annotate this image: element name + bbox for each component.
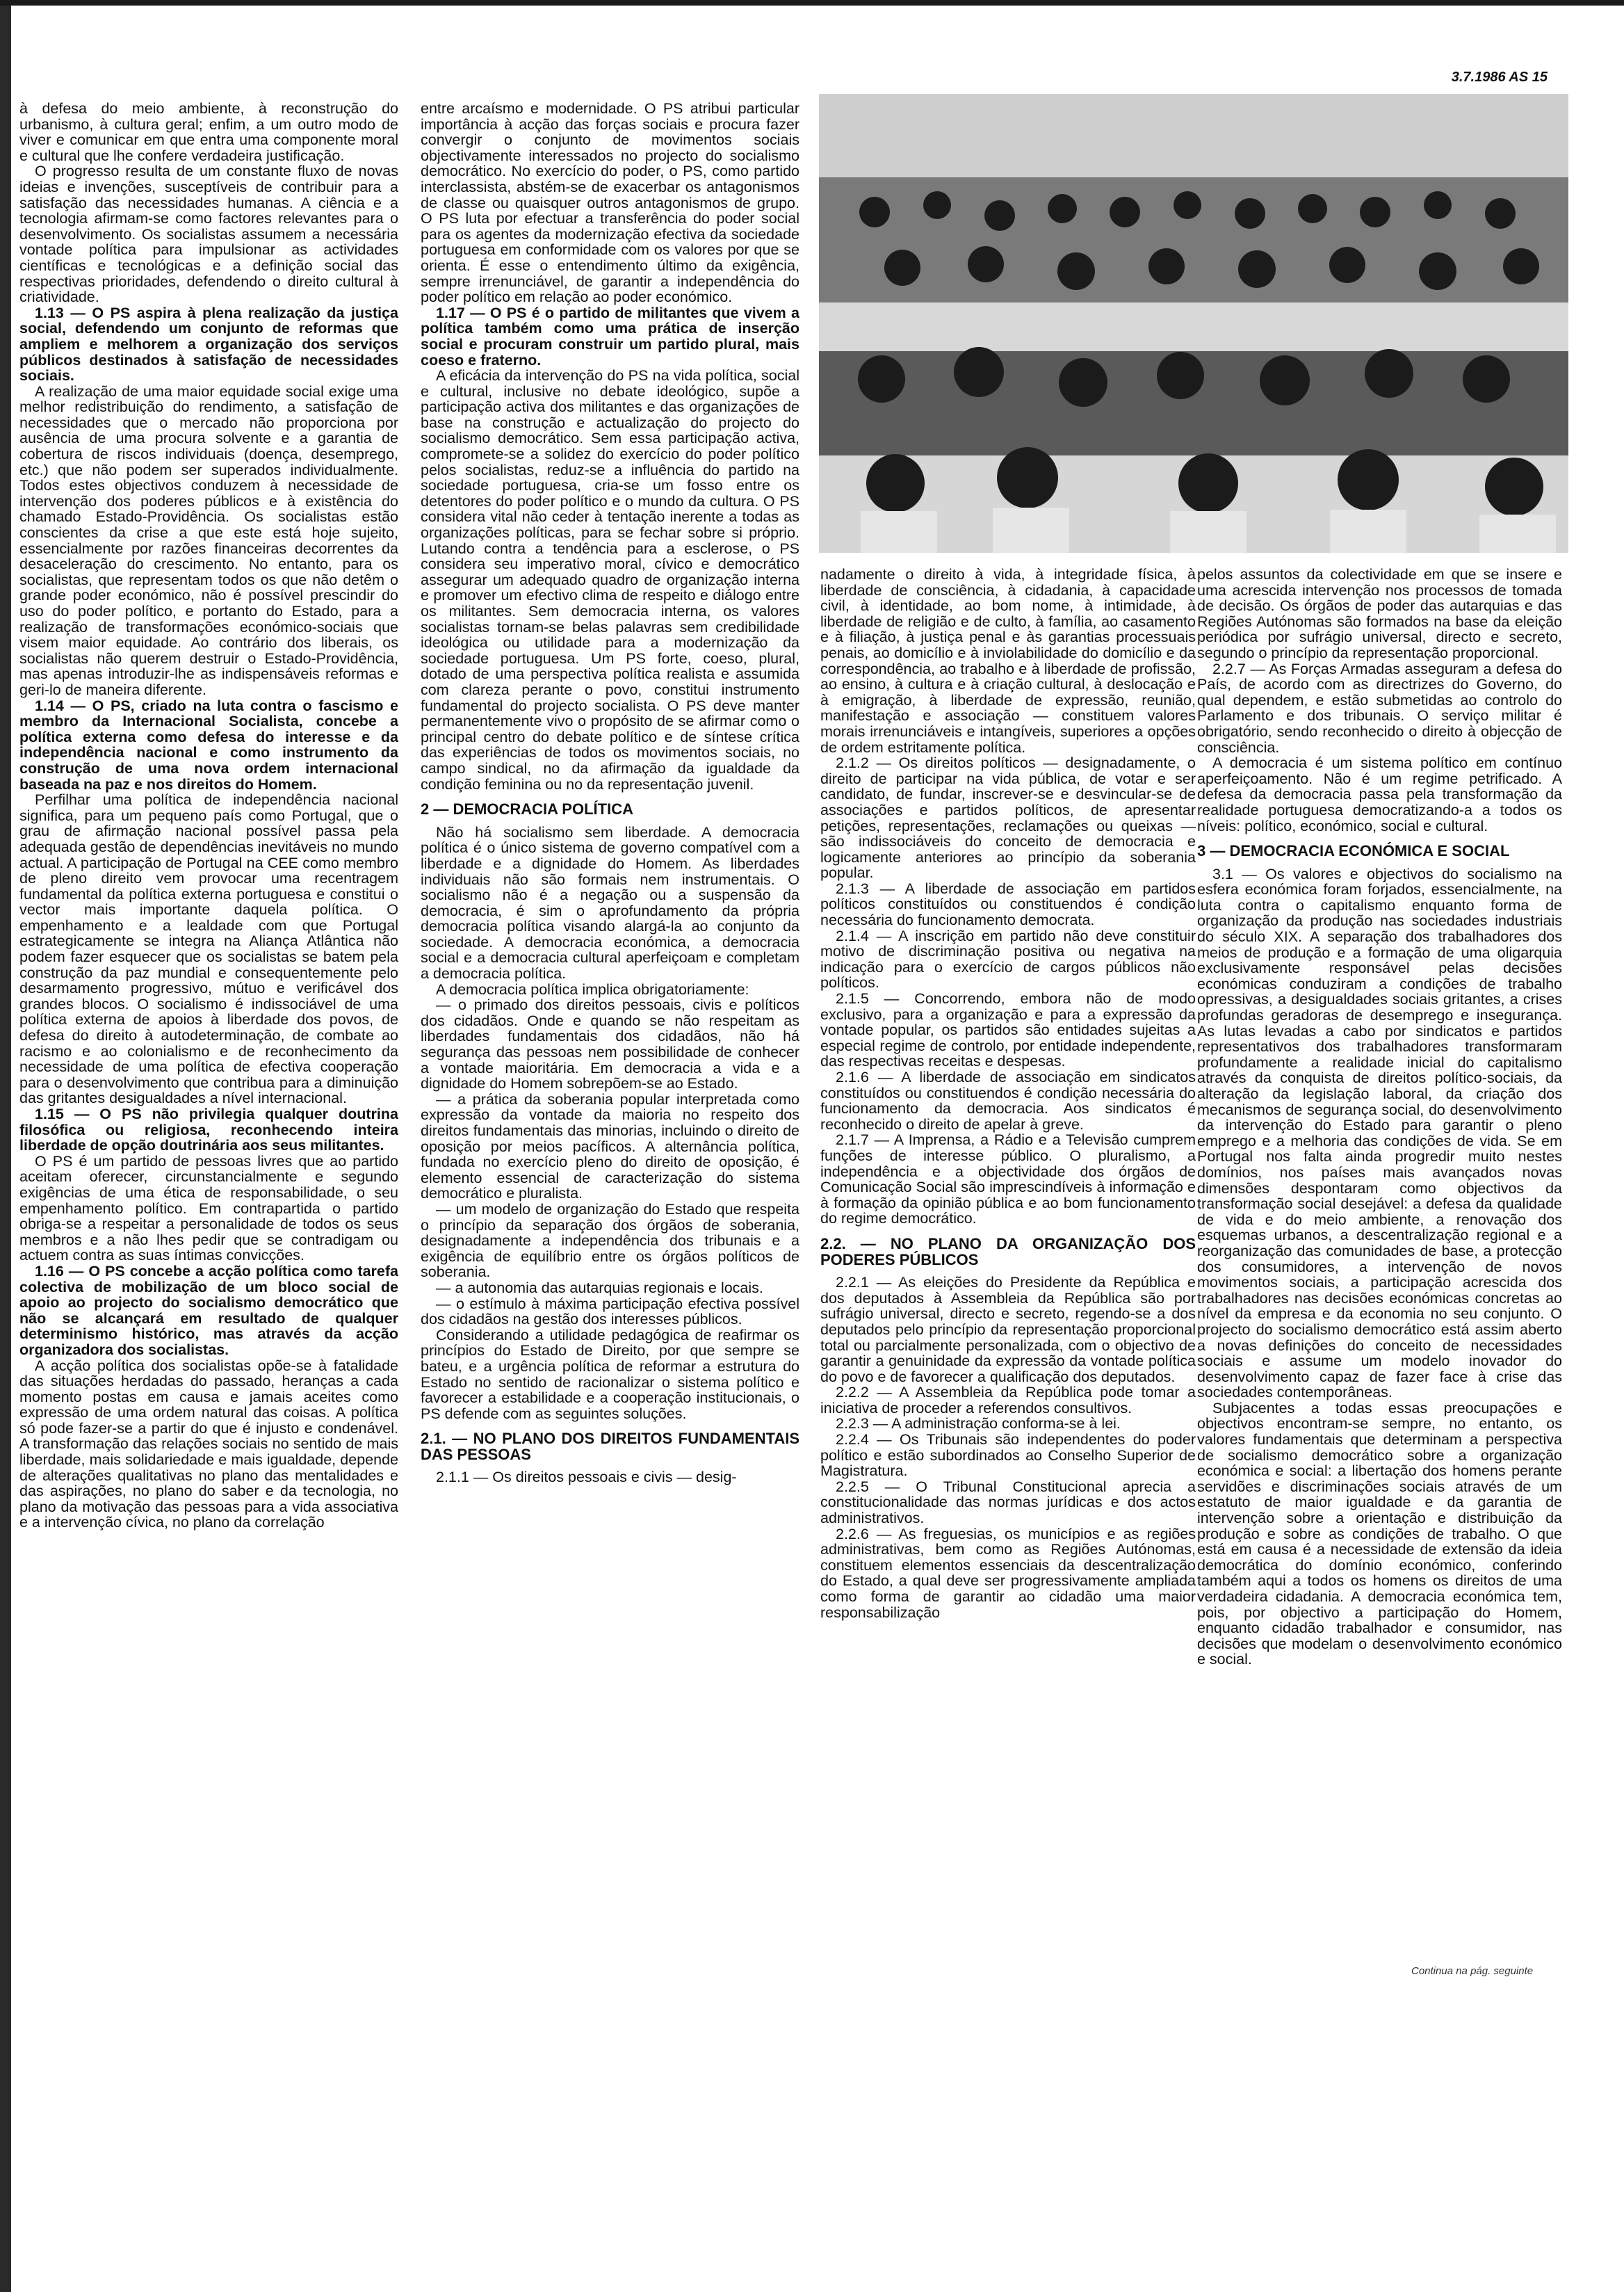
paragraph: 2.1.3 — A liberdade de associação em partidos políticos constituídos ou constituendos é condição necessária do funcionamento democrata. [820, 880, 1196, 929]
paragraph: 2.1.2 — Os direitos políticos — designadamente, o direito de participar na vida pública, de votar e ser candidato, de fundar, inscrever-se e desvincular-se de associações e partidos políticos, de apresentar petições, representações, reclamações ou queixas — são indissociáveis do conceito de democracia e logicamente anteriores ao princípio da soberania popular. [820, 754, 1196, 882]
paragraph: 2.2.1 — As eleições do Presidente da República e dos deputados à Assembleia da República são por sufrágio universal, directo e secreto, regendo-se a dos deputados pelo princípio da representação proporcional total ou parcialmente personalizada, com o objectivo de garantir a genuinidade da expressão da vontade política do povo e de favorecer a qualificação dos deputados. [820, 1274, 1196, 1385]
paragraph: entre arcaísmo e modernidade. O PS atribui particular importância à acção das forças sociais e procura fazer convergir o conjunto de movimentos sociais objectivamente interessados no projecto do socialismo democrático. No exercício do poder, o PS, como partido interclassista, abstém-se de exacerbar os antagonismos de classe ou quaisquer outros antagonismos de grupo. O PS luta por efectuar a transferência do poder social para os agentes da modernização efectiva da sociedade portuguesa em conformidade com os valores por que se orienta. É esse o entendimento último da exigência, sempre irrenunciável, de garantir a independência do poder político em relação ao poder económico. [421, 100, 799, 306]
paragraph: 1.13 — O PS aspira à plena realização da justiça social, defendendo um conjunto de reformas que ampliem e melhorem a organização dos serviços públicos destinados à satisfação de necessidades sociais. [19, 304, 398, 385]
paragraph: 2.1.4 — A inscrição em partido não deve constituir motivo de discriminação positiva ou negativa na indicação para o exercício de cargos públicos não políticos. [820, 927, 1196, 992]
top-rule [0, 0, 1624, 6]
column-2 [421, 101, 799, 1485]
paragraph: — um modelo de organização do Estado que respeita o princípio da separação dos órgãos de soberania, designadamente a independência dos tribunais e a exigência de equilíbrio entre os órgãos políticos de soberania. [421, 1200, 799, 1281]
paragraph: à defesa do meio ambiente, à reconstrução do urbanismo, à cultura geral; enfim, a um outro modo de viver e comunicar em que entra uma componente moral e cultural que lhe confere verdadeira justificação. [19, 100, 398, 164]
paragraph: — a prática da soberania popular interpretada como expressão da vontade da maioria no respeito dos direitos fundamentais das minorias, incluindo o direito de oposição por meios pacíficos. A alternância política, fundada no exercício pleno do direito de oposição, é elemento essencial de caracterização do sistema democrático e pluralista. [421, 1090, 799, 1202]
page-date-number: 3.7.1986 AS 15 [1451, 70, 1548, 85]
paragraph: 2.2.6 — As freguesias, os municípios e as regiões administrativas, bem como as Regiões Autónomas, constituem elementos essenciais da descentralização do Estado, a qual deve ser progressivamente ampliada como forma de garantir ao cidadão uma maior responsabilização [820, 1525, 1196, 1621]
paragraph: A realização de uma maior equidade social exige uma melhor redistribuição do rendimento, a satisfação de necessidades que o mercado não proporciona por ausência de uma procura solvente e a garantia de cobertura de riscos individuais (doença, desemprego, etc.) que não podem ser superados individualmente. Todos estes objectivos conduzem à necessidade de intervenção dos poderes públicos e à existência do chamado Estado-Providência. Os socialistas estão conscientes da crise a que este está hoje sujeito, essencialmente por razões financeiras decorrentes da desaceleração do crescimento. No entanto, para os socialistas, que representam todos os que não detêm o grande poder económico, não é possível prescindir do uso do poder político, e portanto do Estado, para a realização de transformações económico-sociais que visem maior equidade. Ao contrário dos liberais, os socialistas não querem destruir o Estado-Providência, mas apenas introduzir-lhe as indispensáveis reformas e geri-lo de maneira diferente. [19, 382, 398, 698]
paragraph: — a autonomia das autarquias regionais e locais. [436, 1279, 763, 1296]
paragraph: 2.1.6 — A liberdade de associação em sindicatos constituídos ou constituendos é condição necessária do funcionamento da democracia. Aos sindicatos é reconhecido o direito de apelar à greve. [820, 1069, 1196, 1133]
paragraph: — o estímulo à máxima participação efectiva possível dos cidadãos na gestão dos interesses públicos. [421, 1295, 799, 1328]
paragraph: 1.16 — O PS concebe a acção política como tarefa colectiva de mobilização de um bloco social de apoio ao projecto do socialismo democrático que não se alcançará em resultado de qualquer determinismo histórico, mas através da acção organizadora dos socialistas. [19, 1262, 398, 1358]
paragraph: Não há socialismo sem liberdade. A democracia política é o único sistema de governo compatível com a liberdade e a dignidade do Homem. As liberdades individuais não são formais nem instrumentais. O socialismo não é a negação ou a suspensão da democracia, é sim o aprofundamento da própria democracia política visando alargá-la ao conjunto da sociedade. A democracia económica, a democracia social e a democracia cultural aperfeiçoam e completam a democracia política. [421, 823, 799, 983]
paragraph: pelos assuntos da colectividade em que se insere e uma acrescida intervenção nos processos de tomada de decisão. Os órgãos de poder das autarquias e das Regiões Autónomas são formados na base da eleição periódica por sufrágio universal, directo e secreto, segundo o princípio da representação proporcional. [1197, 566, 1562, 661]
page-edge-rule [0, 0, 11, 2292]
paragraph: 2.2.5 — O Tribunal Constitucional aprecia a constitucionalidade das normas jurídicas e dos actos administrativos. [820, 1478, 1196, 1527]
paragraph: 2.2.3 — A administração conforma-se à lei. [836, 1415, 1121, 1432]
paragraph: — o primado dos direitos pessoais, civis e políticos dos cidadãos. Onde e quando se não respeitam as liberdades fundamentais dos cidadãos, não há segurança das pessoas nem possibilidade de conhecer a vontade maioritária. Em democracia a vida e a dignidade do Homem sobrepõem-se ao Estado. [421, 996, 799, 1092]
paragraph: 2.1.5 — Concorrendo, embora não de modo exclusivo, para a organização e para a expressão da vontade popular, os partidos são entidades sujeitas a especial regime de controlo, por entidade independente, das respectivas receitas e despesas. [820, 990, 1196, 1070]
paragraph: 2.2.7 — As Forças Armadas asseguram a defesa do País, de acordo com as directrizes do Governo, do qual dependem, e estão submetidas ao controlo do Parlamento e dos tribunais. O serviço militar é obrigatório, sendo reconhecido o direito à objecção de consciência. [1197, 660, 1562, 756]
paragraph: nadamente o direito à vida, à integridade física, à liberdade de consciência, à cidadania, à capacidade civil, à identidade, ao bom nome, à intimidade, à liberdade de religião e de culto, à família, ao casamento e à filiação, à justiça penal e às garantias processuais penais, ao domicílio e à inviolabilidade do domicílio e da correspondência, ao trabalho e à liberdade de profissão, ao ensino, à cultura e à criação cultural, à deslocação e à emigração, à liberdade de expressão, reunião, manifestação e associação — constituem valores morais irrenunciáveis e intangíveis, superiores a opções de ordem estritamente política. [820, 566, 1196, 756]
paragraph: 1.17 — O PS é o partido de militantes que vivem a política também como uma prática de inserção social e procuram construir um partido plural, mais coeso e fraterno. [421, 304, 799, 369]
paragraph: A democracia é um sistema político em contínuo aperfeiçoamento. Não é um regime petrificado. A defesa da democracia passa pela transformação da realidade portuguesa democratizando-a a todos os níveis: político, económico, social e cultural. [1197, 754, 1562, 834]
section-heading: 2 — DEMOCRACIA POLÍTICA [421, 800, 633, 818]
paragraph: O PS é um partido de pessoas livres que ao partido aceitam oferecer, circunstancialmente e segundo exigências de uma ética de responsabilidade, o seu empenhamento político. Em contrapartida o partido obriga-se a respeitar a personalidade de todos os seus membros e a não lhes pedir que se contradigam ou actuem contra as suas íntimas convicções. [19, 1152, 398, 1264]
section-heading: 2.2. — NO PLANO DA ORGANIZAÇÃO DOS PODERES PÚBLICOS [820, 1234, 1196, 1268]
paragraph: 2.2.2 — A Assembleia da República pode tomar a iniciativa de proceder a referendos consultivos. [820, 1384, 1196, 1417]
paragraph: Considerando a utilidade pedagógica de reafirmar os princípios do Estado de Direito, por que sempre se bateu, e a urgência política de reformar a estrutura do Estado no sentido de racionalizar o sistema político e favorecer a estabilidade e a cooperação institucionais, o PS defende com as seguintes soluções. [421, 1326, 799, 1422]
paragraph: 2.1.7 — A Imprensa, a Rádio e a Televisão cumprem funções de interesse público. O pluralismo, a independência e a objectividade dos órgãos de Comunicação Social são imprescindíveis à informação e à formação da opinião pública e ao bom funcionamento do regime democrático. [820, 1131, 1196, 1227]
section-heading: 2.1. — NO PLANO DOS DIREITOS FUNDAMENTAIS DAS PESSOAS [421, 1430, 799, 1463]
conference-photo [819, 94, 1568, 553]
paragraph: A democracia política implica obrigatoriamente: [436, 980, 749, 998]
column-1 [19, 101, 398, 1531]
section-heading: 3 — DEMOCRACIA ECONÓMICA E SOCIAL [1197, 842, 1510, 860]
column-3 [820, 567, 1196, 1620]
paragraph: Subjacentes a todas essas preocupações e objectivos encontram-se sempre, no entanto, os valores fundamentais que determinam a perspectiva de socialismo democrático sobre a organização económica e social: a libertação dos homens perante servidões e discriminações sociais através de um estatuto de maior igualdade e da garantia de intervenção sobre a orientação e distribuição da produção e sobre as condições de trabalho. O que está em causa é a necessidade de extensão da ideia democrática do domínio económico, conferindo também aqui a todos os homens os direitos de uma verdadeira cidadania. A democracia económica tem, pois, por objectivo a participação do Homem, enquanto cidadão trabalhador e consumidor, nas decisões que modelam o desenvolvimento económico e social. [1197, 1399, 1562, 1668]
paragraph: 2.2.4 — Os Tribunais são independentes do poder político e estão subordinados ao Conselho Superior de Magistratura. [820, 1431, 1196, 1480]
continued-note: Continua na pág. seguinte [1411, 1965, 1534, 1977]
paragraph: 3.1 — Os valores e objectivos do socialismo na esfera económica foram forjados, essencialmente, na luta contra o capitalismo enquanto forma de organização da produção nas sociedades industriais do século XIX. A separação dos trabalhadores dos meios de produção e a formação de uma oligarquia exclusivamente responsável pelas decisões económicas conduziram a condições de trabalho opressivas, a desigualdades sociais gritantes, a crises profundas geradoras de desemprego e insegurança. As lutas levadas a cabo por sindicatos e partidos representativos dos trabalhadores transformaram profundamente a realidade inicial do capitalismo através da conquista de direitos político-sociais, da alteração da legislação laboral, da criação dos mecanismos de segurança social, do desenvolvimento da intervenção do Estado para garantir o pleno emprego e a melhoria das condições de vida. Se em Portugal nos falta ainda progredir muito nestes domínios, nos países mais avançados novas dimensões despontaram como objectivos da transformação social desejável: a defesa da qualidade de vida e do meio ambiente, a renovação dos esquemas urbanos, a descentralização regional e a reorganização das comunidades de base, a protecção dos consumidores, a intervenção de novos movimentos sociais, a participação acrescida dos trabalhadores nas decisões económicas concretas ao nível da empresa e da economia no seu conjunto. O projecto do socialismo democrático está assim aberto a novas definições do conceito de necessidades sociais e assume um modelo inovador do desenvolvimento capaz de fazer face à crise das sociedades contemporâneas. [1197, 865, 1562, 1401]
paragraph: A acção política dos socialistas opõe-se à fatalidade das situações herdadas do passado, heranças a cada momento postas em causa e jamais aceites como expressão de uma ordem natural das coisas. A política só pode fazer-se a partir do que é injusto e condenável. A transformação das relações sociais no sentido de mais liberdade, mais solidariedade e mais igualdade, depende de alterações qualitativas no plano das mentalidades e das aspirações, no plano do saber e da tecnologia, no plano da motivação das pessoas para a vida associativa e a intervenção cívica, no plano da correlação [19, 1357, 398, 1531]
paragraph: 2.1.1 — Os direitos pessoais e civis — desig- [436, 1469, 737, 1486]
paragraph: 1.14 — O PS, criado na luta contra o fascismo e membro da Internacional Socialista, concebe a política externa como defesa do interesse e da independência nacional e como instrumento da construção de uma nova ordem internacional baseada na paz e nos direitos do Homem. [19, 697, 398, 793]
column-4 [1197, 567, 1562, 1668]
paragraph: A eficácia da intervenção do PS na vida política, social e cultural, inclusive no debate ideológico, supõe a participação activa dos militantes e das organizações de base na construção e actualização do projecto do socialismo democrático. Sem essa participação activa, compromete-se a solidez do exercício do poder político pelos socialistas, reduz-se a influência do partido na sociedade portuguesa, cria-se um fosso entre os detentores do poder político e o mundo da cultura. O PS considera vital não ceder à tentação inerente a todas as organizações políticas, para se fechar sobre si próprio. Lutando contra a tendência para a esclerose, o PS considera seu imperativo moral, cívico e democrático assegurar um adequado quadro de organização interna e promover um efectivo clima de respeito e diálogo entre os militantes. Sem democracia interna, os valores socialistas tornam-se belas palavras sem credibilidade ideológica ou utilidade para a modernização da sociedade portuguesa. Um PS forte, coeso, plural, dotado de uma perspectiva política realista e assumida com clareza perante o povo, constitui instrumento fundamental do projecto socialista. O PS deve manter permanentemente vivo o propósito de se afirmar como o principal centro do debate político e de síntese crítica das experiências de todos os movimentos sociais, no campo sindical, no da afirmação da igualdade da condição feminina ou no da representação juvenil. [421, 367, 799, 793]
paragraph: Perfilhar uma política de independência nacional significa, para um pequeno país como Portugal, que o grau de afirmação nacional possível passa pela adequada gestão de dependências inevitáveis no mundo actual. A participação de Portugal na CEE como membro de pleno direito vem provocar uma recentragem fundamental da política externa portuguesa e constitui o vector mais importante daquela política. O empenhamento e a lealdade com que Portugal estrategicamente se integra na Aliança Atlântica não podem fazer esquecer que os socialistas se batem pela construção da paz mundial e consequentemente pelo desarmamento progressivo, mútuo e verificável dos grandes blocos. O socialismo é indissociável de uma política externa de apoios à liberdade dos povos, de defesa do direito à autodeterminação, de combate ao racismo e ao colonialismo e de reconhecimento da necessidade de uma política de efectiva cooperação para o desenvolvimento que contribua para a diminuição das gritantes desigualdades a nível internacional. [19, 791, 398, 1107]
paragraph: O progresso resulta de um constante fluxo de novas ideias e invenções, susceptíveis de contribuir para a satisfação das necessidades humanas. A ciência e a tecnologia afirmam-se como factores relevantes para o desenvolvimento. Os socialistas assumem a necessária vontade política para impulsionar as actividades científicas e tecnológicas e a definição social das respectivas prioridades, defendendo o direito cultural à criatividade. [19, 163, 398, 306]
paragraph: 1.15 — O PS não privilegia qualquer doutrina filosófica ou religiosa, reconhecendo inteira liberdade de opção doutrinária aos seus militantes. [19, 1106, 398, 1154]
